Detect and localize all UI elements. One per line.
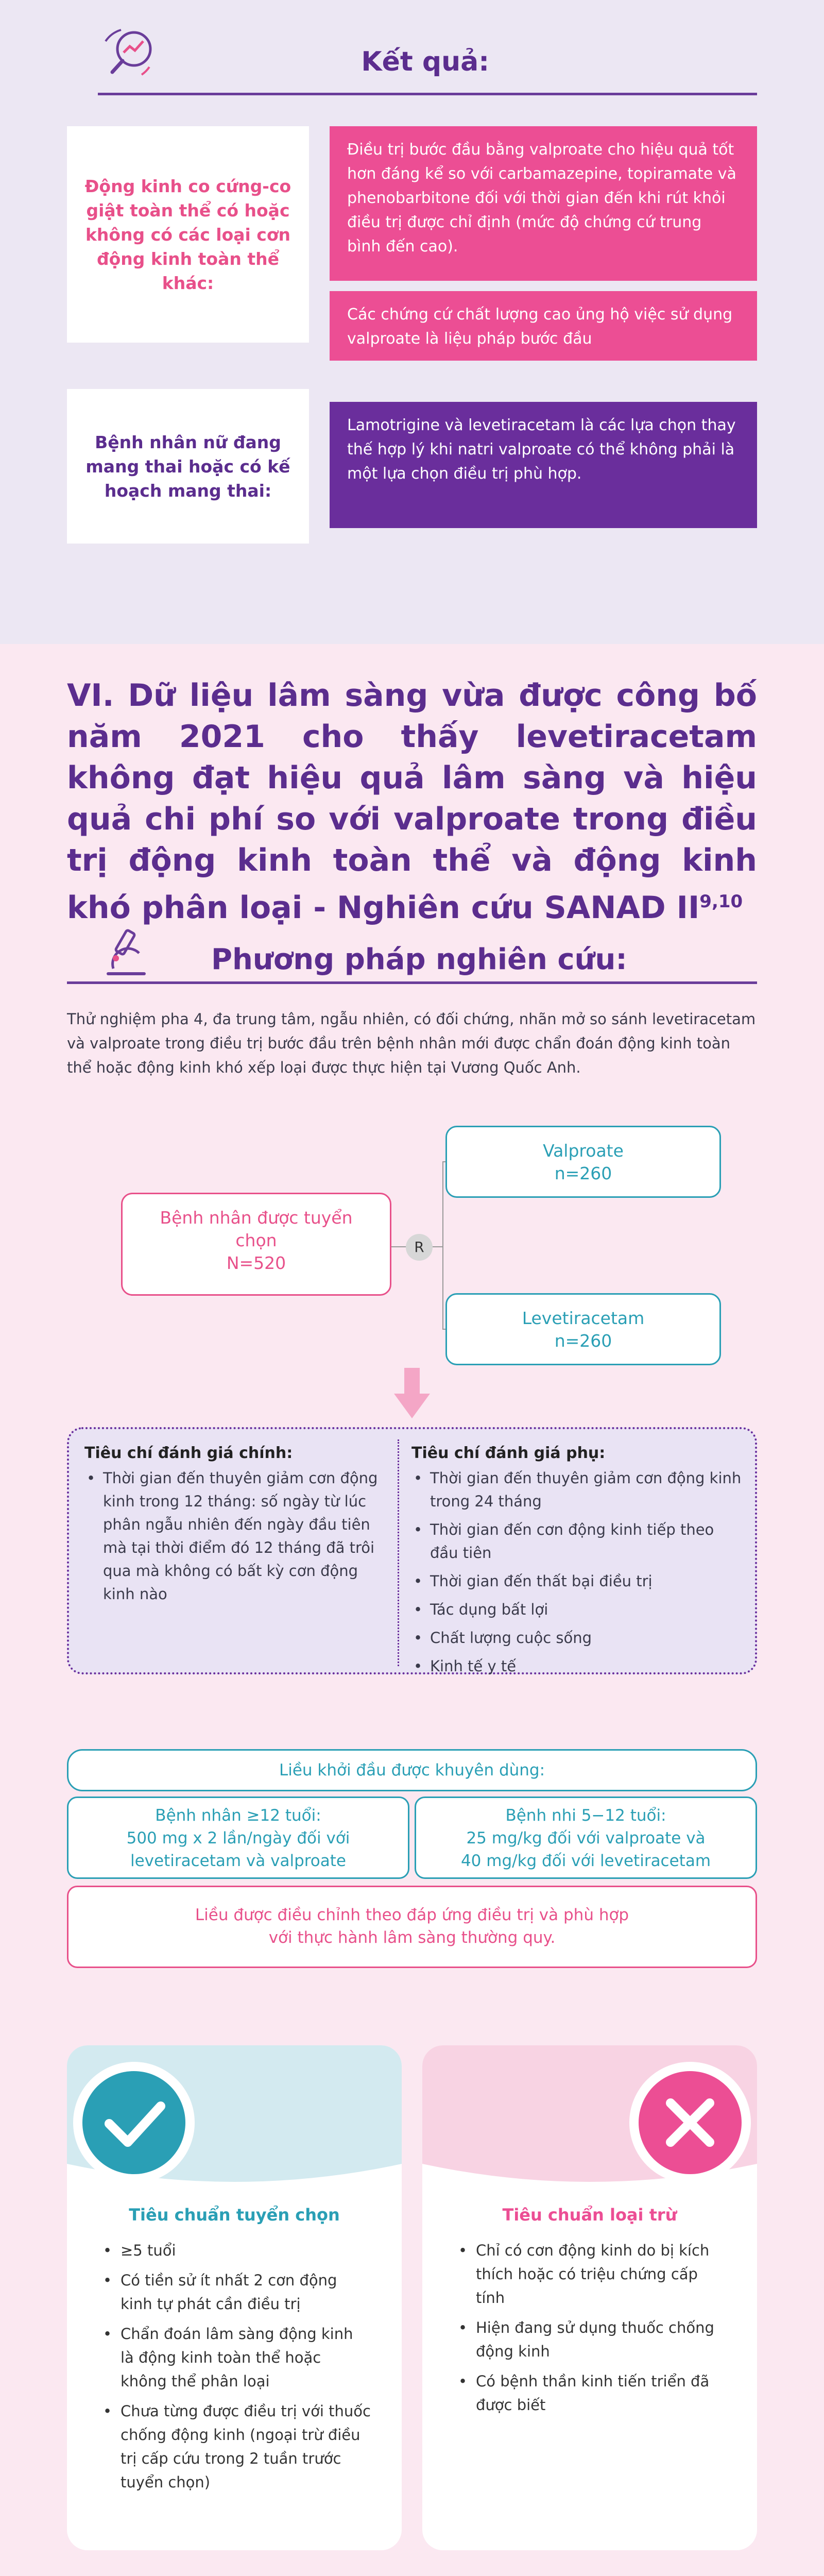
valproate-evidence-text: Các chứng cứ chất lượng cao ủng hộ việc sử dụng valproate là liệu pháp bước đầu: [330, 291, 757, 361]
inclusion-header-graphic: [67, 2045, 402, 2195]
exclusion-list: [458, 2239, 726, 2423]
inclusion-card: [67, 2045, 402, 2550]
dose-note-line1: Liều được điều chỉnh theo đáp ứng điều trị và phù hợp: [195, 1906, 629, 1924]
list-item: • Có tiền sử ít nhất 2 cơn động kinh tự phát cần điều trị: [103, 2268, 371, 2316]
valproate-arm-count: n=260: [554, 1163, 612, 1183]
adult-dosing-title: Bệnh nhân ≥12 tuổi:: [155, 1806, 321, 1825]
secondary-endpoints: [411, 1442, 746, 1683]
adult-dosing-line2: levetiracetam và valproate: [130, 1852, 346, 1870]
levetiracetam-arm-name: Levetiracetam: [522, 1308, 645, 1328]
list-item: • Thời gian đến thất bại điều trị: [411, 1570, 746, 1593]
exclusion-header-graphic: [422, 2045, 757, 2195]
reference-superscript: 9,10: [699, 891, 743, 912]
endpoints-divider: [398, 1439, 399, 1666]
valproate-arm-box: [445, 1126, 721, 1198]
randomization-node: R: [406, 1234, 433, 1261]
dose-note-line2: với thực hành lâm sàng thường quy.: [268, 1928, 556, 1947]
adult-dosing-box: [67, 1797, 409, 1879]
dose-adjustment-note: [67, 1886, 757, 1968]
results-title: Kết quả:: [361, 46, 489, 77]
methods-header: [67, 927, 757, 984]
list-item: • Thời gian đến thuyên giảm cơn động kinh trong 12 tháng: số ngày từ lúc phân ngẫu nhiên đến ngày đầu tiên mà tại thời điểm đó 12 tháng đã trôi qua mà không có bất kỳ cơn động kinh nào: [84, 1467, 388, 1606]
results-header: [98, 21, 757, 95]
enrolled-count: N=520: [226, 1253, 286, 1273]
generalized-seizure-label: Động kinh co cứng-co giật toàn thể có hoặc không có các loại cơn động kinh toàn thể khác:: [67, 126, 309, 343]
adult-dosing-line1: 500 mg x 2 lần/ngày đối với: [126, 1829, 350, 1848]
levetiracetam-arm-count: n=260: [554, 1331, 612, 1351]
child-dosing-line2: 40 mg/kg đối với levetiracetam: [460, 1852, 711, 1870]
microscope-icon: [98, 927, 154, 979]
primary-endpoints-list: [84, 1467, 388, 1606]
endpoints-box: [67, 1427, 757, 1674]
list-item: • Thời gian đến thuyên giảm cơn động kinh trong 24 tháng: [411, 1467, 746, 1513]
child-dosing-box: [415, 1797, 757, 1879]
list-item: • Chỉ có cơn động kinh do bị kích thích hoặc có triệu chứng cấp tính: [458, 2239, 726, 2310]
list-item: • Tác dụng bất lợi: [411, 1598, 746, 1621]
list-item: • Hiện đang sử dụng thuốc chống động kinh: [458, 2316, 726, 2363]
list-item: • Có bệnh thần kinh tiến triển đã được biết: [458, 2369, 726, 2417]
pregnancy-alternatives-text: Lamotrigine và levetiracetam là các lựa chọn thay thế hợp lý khi natri valproate có thể không phải là một lựa chọn điều trị phù hợp.: [330, 402, 757, 528]
list-item: • ≥5 tuổi: [103, 2239, 371, 2262]
secondary-endpoints-title: Tiêu chí đánh giá phụ:: [411, 1444, 606, 1462]
results-section: [0, 0, 824, 644]
exclusion-card: [422, 2045, 757, 2550]
analysis-icon: [98, 26, 170, 82]
list-item: • Kinh tế y tế: [411, 1655, 746, 1678]
levetiracetam-arm-box: [445, 1293, 721, 1365]
section-6-title: VI. Dữ liệu lâm sàng vừa được công bố năm 2021 cho thấy levetiracetam không đạt hiệu quả lâm sàng và hiệu quả chi phí so với valproate trong điều trị động kinh toàn thể và động kinh khó phân loại - Nghiên cứu SANAD II$^{9,10}$: [67, 677, 757, 926]
list-item: • Chất lượng cuộc sống: [411, 1626, 746, 1650]
list-item: • Thời gian đến cơn động kinh tiếp theo đầu tiên: [411, 1518, 746, 1565]
child-dosing-line1: 25 mg/kg đối với valproate và: [466, 1829, 706, 1848]
primary-endpoints-title: Tiêu chí đánh giá chính:: [84, 1444, 293, 1462]
list-item: • Chẩn đoán lâm sàng động kinh là động kinh toàn thể hoặc không thể phân loại: [103, 2322, 371, 2393]
inclusion-list: [103, 2239, 371, 2500]
valproate-arm-name: Valproate: [543, 1141, 624, 1161]
arrow-down-icon: [394, 1368, 430, 1419]
child-dosing-title: Bệnh nhi 5−12 tuổi:: [505, 1806, 666, 1825]
methods-title: Phương pháp nghiên cứu:: [211, 943, 627, 976]
secondary-endpoints-list: [411, 1467, 746, 1678]
enrolled-patients-box: [121, 1193, 391, 1296]
inclusion-title: Tiêu chuẩn tuyển chọn: [129, 2205, 340, 2225]
dosing-title-box: Liều khởi đầu được khuyên dùng:: [67, 1749, 757, 1791]
methods-intro: Thử nghiệm pha 4, đa trung tâm, ngẫu nhiên, có đối chứng, nhãn mở so sánh levetiracetam và valproate trong điều trị bước đầu trên bệnh nhân mới được chẩn đoán động kinh toàn thể hoặc động kinh khó xếp loại được thực hiện tại Vương Quốc Anh.: [67, 1010, 756, 1076]
enrolled-label: Bệnh nhân được tuyển chọn: [160, 1208, 353, 1250]
pregnancy-label: Bệnh nhân nữ đang mang thai hoặc có kế hoạch mang thai:: [67, 389, 309, 544]
primary-endpoints: [84, 1442, 388, 1611]
exclusion-title: Tiêu chuẩn loại trừ: [502, 2205, 677, 2225]
valproate-efficacy-text: Điều trị bước đầu bằng valproate cho hiệu quả tốt hơn đáng kể so với carbamazepine, topiramate và phenobarbitone đối với thời gian đến khi rút khỏi điều trị được chỉ định (mức độ chứng cứ trung bình đến cao).: [330, 126, 757, 281]
list-item: • Chưa từng được điều trị với thuốc chống động kinh (ngoại trừ điều trị cấp cứu trong 2 tuần trước tuyển chọn): [103, 2399, 371, 2494]
